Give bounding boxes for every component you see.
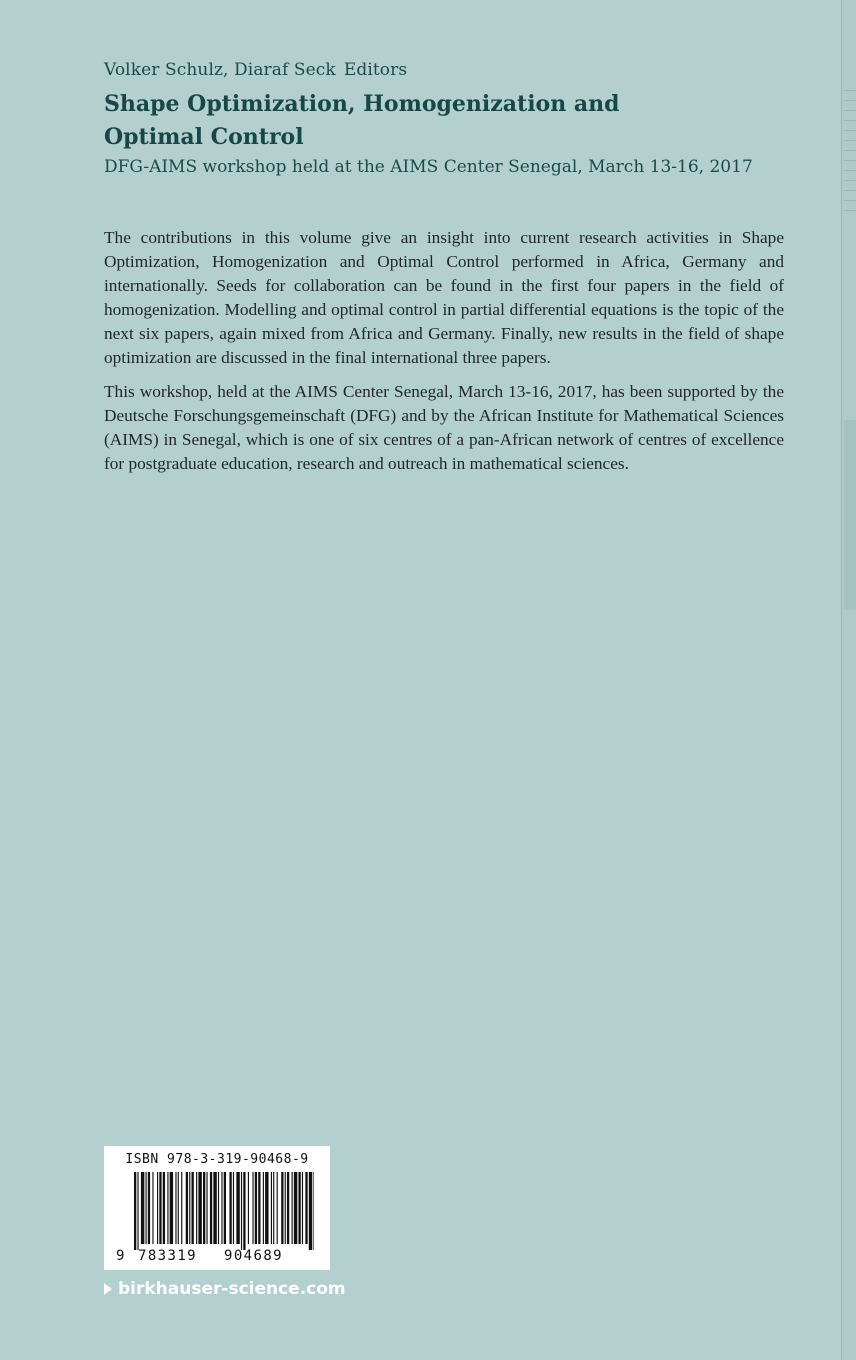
book-title: Shape Optimization, Homogenization and Optimal Control	[104, 91, 620, 150]
barcode-left-digits: 783319	[138, 1248, 197, 1264]
blurb-paragraph-1: The contributions in this volume give an insight into current research activities in Shape Optimization, Homogenization and Optimal Control performed in Africa, Germany and internationally. Seeds for collaboration can be found in the first four papers in the field of homogenization. Modelling and optimal control in partial differential equations is the topic of the next six papers, again mixed from Africa and Germany. Finally, new results in the field of shape optimization are discussed in the final international three papers.	[104, 228, 784, 367]
barcode-bar	[181, 1172, 182, 1244]
barcode-bar	[273, 1172, 274, 1244]
barcode-bar	[281, 1172, 283, 1244]
barcode-bar	[258, 1172, 260, 1244]
editors-role: Editors	[343, 60, 408, 80]
barcode-bar	[218, 1172, 219, 1244]
barcode-bar	[170, 1172, 173, 1244]
isbn-barcode	[104, 1146, 330, 1270]
barcode-bar	[213, 1172, 216, 1244]
barcode-bar	[146, 1172, 147, 1244]
barcode-bar	[298, 1172, 300, 1244]
barcode-bar	[163, 1172, 165, 1244]
barcode-bar	[186, 1172, 188, 1244]
barcode-bar	[236, 1172, 239, 1244]
editors-line	[104, 60, 407, 80]
website-text: birkhauser-science.com	[118, 1279, 346, 1299]
barcode-bar	[206, 1172, 207, 1244]
triangle-right-icon	[104, 1283, 112, 1295]
barcode-bar	[277, 1172, 278, 1244]
barcode-bar	[203, 1172, 205, 1244]
spine-shade-block	[844, 420, 856, 610]
barcode-bar	[313, 1172, 314, 1250]
barcode-bar	[175, 1172, 176, 1244]
barcode-bar	[196, 1172, 197, 1244]
barcode-bar	[271, 1172, 272, 1244]
barcode-bar	[265, 1172, 268, 1244]
spine-tick-marks	[844, 90, 856, 220]
spine-edge	[841, 0, 856, 1360]
publisher-website[interactable]	[104, 1279, 346, 1299]
barcode-bar	[198, 1172, 201, 1244]
barcode-bar	[241, 1172, 242, 1250]
barcode-bar	[309, 1172, 312, 1250]
barcode-bar	[248, 1172, 249, 1244]
editors-names: Volker Schulz, Diaraf Seck	[104, 60, 336, 80]
barcode-bar	[255, 1172, 257, 1244]
barcode-bar	[287, 1172, 289, 1244]
barcode-bar	[189, 1172, 190, 1244]
barcode-right-digits: 904689	[224, 1248, 283, 1264]
barcode-bar	[233, 1172, 234, 1244]
barcode-bar	[159, 1172, 161, 1244]
barcode-bar	[152, 1172, 153, 1244]
barcode-bar	[294, 1172, 297, 1244]
barcode-bar	[148, 1172, 150, 1244]
barcode-bar	[252, 1172, 253, 1244]
isbn-label: ISBN 978-3-319-90468-9	[125, 1152, 309, 1167]
barcode-bars	[134, 1172, 314, 1250]
book-subtitle: DFG-AIMS workshop held at the AIMS Center Senegal, March 13-16, 2017	[104, 157, 753, 177]
barcode-bar	[157, 1172, 158, 1244]
barcode-bar	[141, 1172, 144, 1244]
barcode-bar	[192, 1172, 194, 1244]
barcode-bar	[178, 1172, 179, 1244]
barcode-bar	[224, 1172, 226, 1244]
barcode-bar	[134, 1172, 136, 1250]
barcode-graphic	[134, 1172, 314, 1250]
barcode-bar	[137, 1172, 138, 1250]
barcode-bar	[167, 1172, 168, 1244]
blurb-paragraph-2: This workshop, held at the AIMS Center Senegal, March 13-16, 2017, has been supported by the Deutsche Forschungsgemeinschaft (DFG) and by the African Institute for Mathematical Sciences (AIMS) in Senegal, which is one of six centres of a pan-African network of centres of excellence for postgraduate education, research and outreach in mathematical sciences.	[104, 382, 784, 473]
barcode-bar	[285, 1172, 286, 1244]
barcode-bar	[221, 1172, 222, 1244]
barcode-bar	[263, 1172, 264, 1244]
barcode-bar	[210, 1172, 212, 1244]
barcode-bar	[302, 1172, 303, 1244]
barcode-first-digit: 9	[116, 1248, 125, 1264]
barcode-bar	[243, 1172, 245, 1250]
barcode-bar	[229, 1172, 231, 1244]
blurb	[104, 226, 784, 486]
barcode-bar	[292, 1172, 293, 1244]
barcode-bar	[305, 1172, 307, 1244]
